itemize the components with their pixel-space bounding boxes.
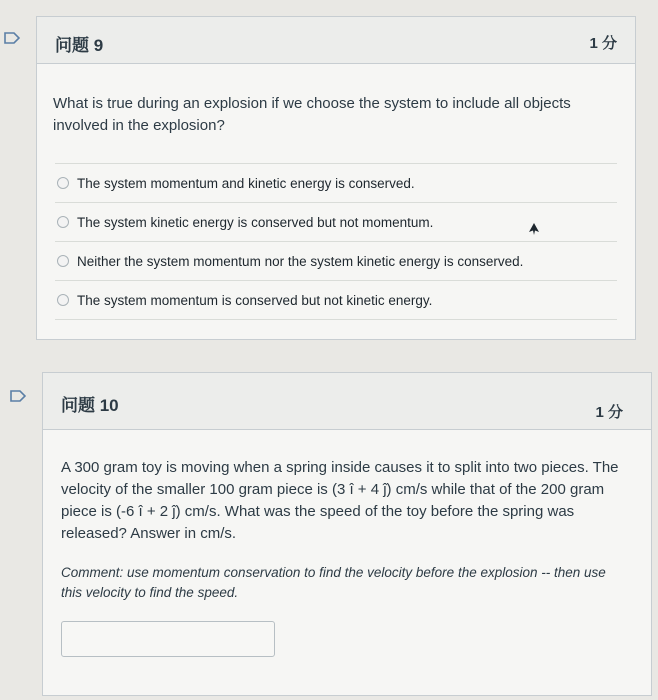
question-9-header (37, 17, 635, 64)
question-title: 问题 9 (55, 36, 104, 55)
radio-icon[interactable] (57, 294, 69, 306)
answer-option[interactable] (55, 241, 617, 280)
radio-icon[interactable] (57, 216, 69, 228)
question-points: 1 分 (595, 404, 623, 421)
question-title: 问题 10 (61, 396, 119, 415)
question-text: A 300 gram toy is moving when a spring inside causes it to split into two pieces. The velocity of the smaller 100 gram piece is (3 î + 4 ĵ) cm/s while that of the 200 gram piece is (-6 î + 2 ĵ) cm/s. What was the speed of the toy before the spring was released? Answer in cm/s. (61, 459, 619, 542)
question-comment: Comment: use momentum conservation to find the velocity before the explosion -- then use this velocity to find the speed. (61, 565, 606, 600)
flag-icon[interactable] (4, 32, 20, 44)
answer-list (55, 163, 617, 320)
question-9-card (36, 16, 636, 340)
mouse-cursor-icon (528, 222, 540, 236)
flag-icon[interactable] (10, 390, 26, 402)
answer-label: The system momentum is conserved but not kinetic energy. (77, 292, 433, 308)
answer-input[interactable] (61, 621, 275, 657)
radio-icon[interactable] (57, 255, 69, 267)
radio-icon[interactable] (57, 177, 69, 189)
answer-option[interactable] (55, 280, 617, 320)
question-points: 1 分 (589, 35, 617, 52)
question-10-card (42, 372, 652, 696)
answer-label: Neither the system momentum nor the system kinetic energy is conserved. (77, 253, 524, 269)
question-text: What is true during an explosion if we choose the system to include all objects involved in the explosion? (53, 95, 571, 134)
answer-label: The system kinetic energy is conserved but not momentum. (77, 214, 434, 230)
answer-label: The system momentum and kinetic energy is conserved. (77, 175, 415, 191)
question-10-header (43, 373, 651, 430)
answer-option[interactable] (55, 163, 617, 202)
